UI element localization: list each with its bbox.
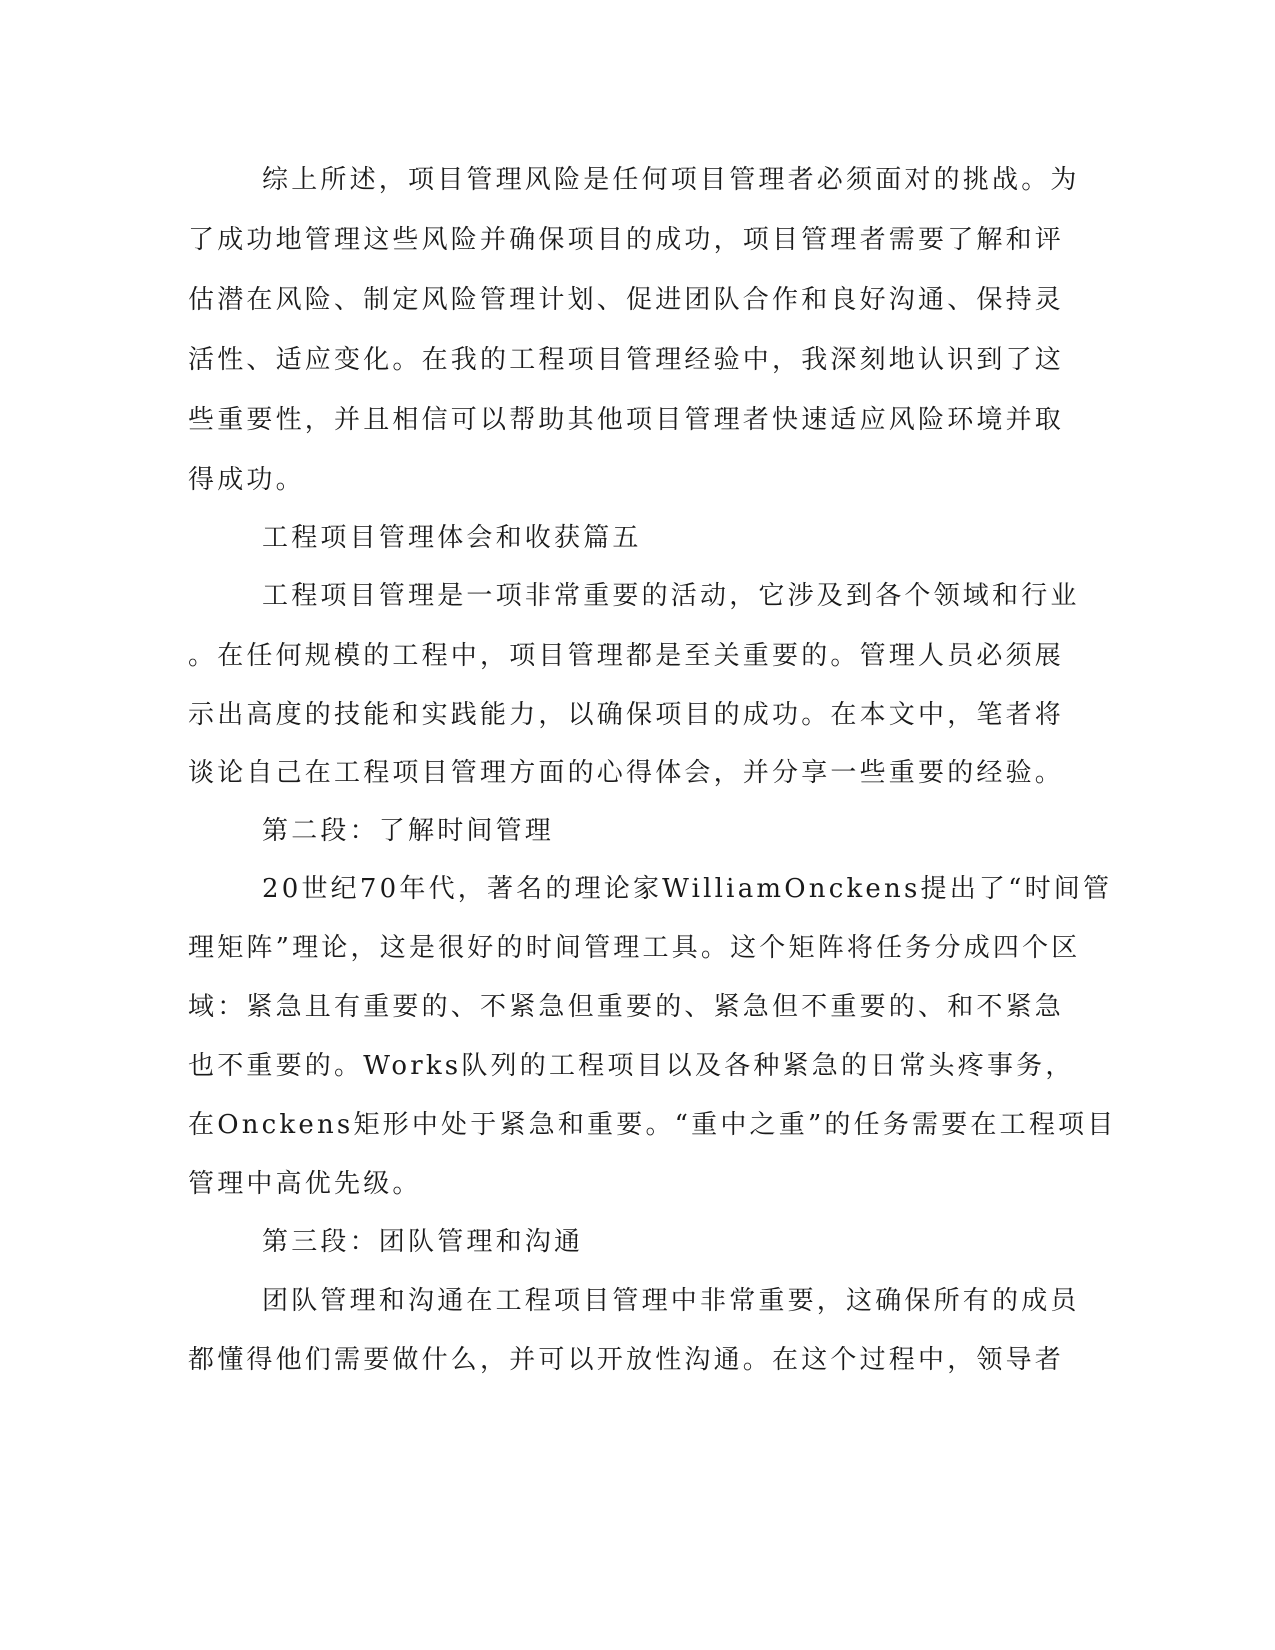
paragraph-team-line-1: 团队管理和沟通在工程项目管理中非常重要，这确保所有的成员 bbox=[262, 1286, 1080, 1316]
paragraph-intro-line-1: 工程项目管理是一项非常重要的活动，它涉及到各个领域和行业 bbox=[262, 581, 1080, 611]
paragraph-time-line-6: 管理中高优先级。 bbox=[188, 1169, 422, 1199]
paragraph-time-line-4: 也不重要的。Works队列的工程项目以及各种紧急的日常头疼事务， bbox=[188, 1051, 1075, 1081]
paragraph-conclusion-line-3: 估潜在风险、制定风险管理计划、促进团队合作和良好沟通、保持灵 bbox=[188, 285, 1065, 315]
paragraph-intro-line-2: 。在任何规模的工程中，项目管理都是至关重要的。管理人员必须展 bbox=[188, 641, 1065, 671]
paragraph-time-line-3: 域：紧急且有重要的、不紧急但重要的、紧急但不重要的、和不紧急 bbox=[188, 992, 1065, 1022]
paragraph-conclusion-line-1: 综上所述，项目管理风险是任何项目管理者必须面对的挑战。为 bbox=[262, 165, 1080, 195]
paragraph-intro-line-3: 示出高度的技能和实践能力，以确保项目的成功。在本文中，笔者将 bbox=[188, 700, 1065, 730]
heading-team-communication: 第三段：团队管理和沟通 bbox=[262, 1227, 584, 1257]
paragraph-conclusion-line-2: 了成功地管理这些风险并确保项目的成功，项目管理者需要了解和评 bbox=[188, 225, 1065, 255]
section-heading-part-five: 工程项目管理体会和收获篇五 bbox=[262, 523, 642, 553]
paragraph-intro-line-4: 谈论自己在工程项目管理方面的心得体会，并分享一些重要的经验。 bbox=[188, 758, 1065, 788]
heading-time-management: 第二段：了解时间管理 bbox=[262, 816, 555, 846]
paragraph-conclusion-line-4: 活性、适应变化。在我的工程项目管理经验中，我深刻地认识到了这 bbox=[188, 345, 1065, 375]
paragraph-conclusion-line-5: 些重要性，并且相信可以帮助其他项目管理者快速适应风险环境并取 bbox=[188, 405, 1065, 435]
paragraph-time-line-2: 理矩阵”理论，这是很好的时间管理工具。这个矩阵将任务分成四个区 bbox=[188, 933, 1081, 963]
paragraph-conclusion-line-6: 得成功。 bbox=[188, 465, 305, 495]
paragraph-time-line-1: 20世纪70年代，著名的理论家WilliamOnckens提出了“时间管 bbox=[262, 874, 1113, 904]
paragraph-time-line-5: 在Onckens矩形中处于紧急和重要。“重中之重”的任务需要在工程项目 bbox=[188, 1110, 1117, 1140]
paragraph-team-line-2: 都懂得他们需要做什么，并可以开放性沟通。在这个过程中，领导者 bbox=[188, 1345, 1065, 1375]
